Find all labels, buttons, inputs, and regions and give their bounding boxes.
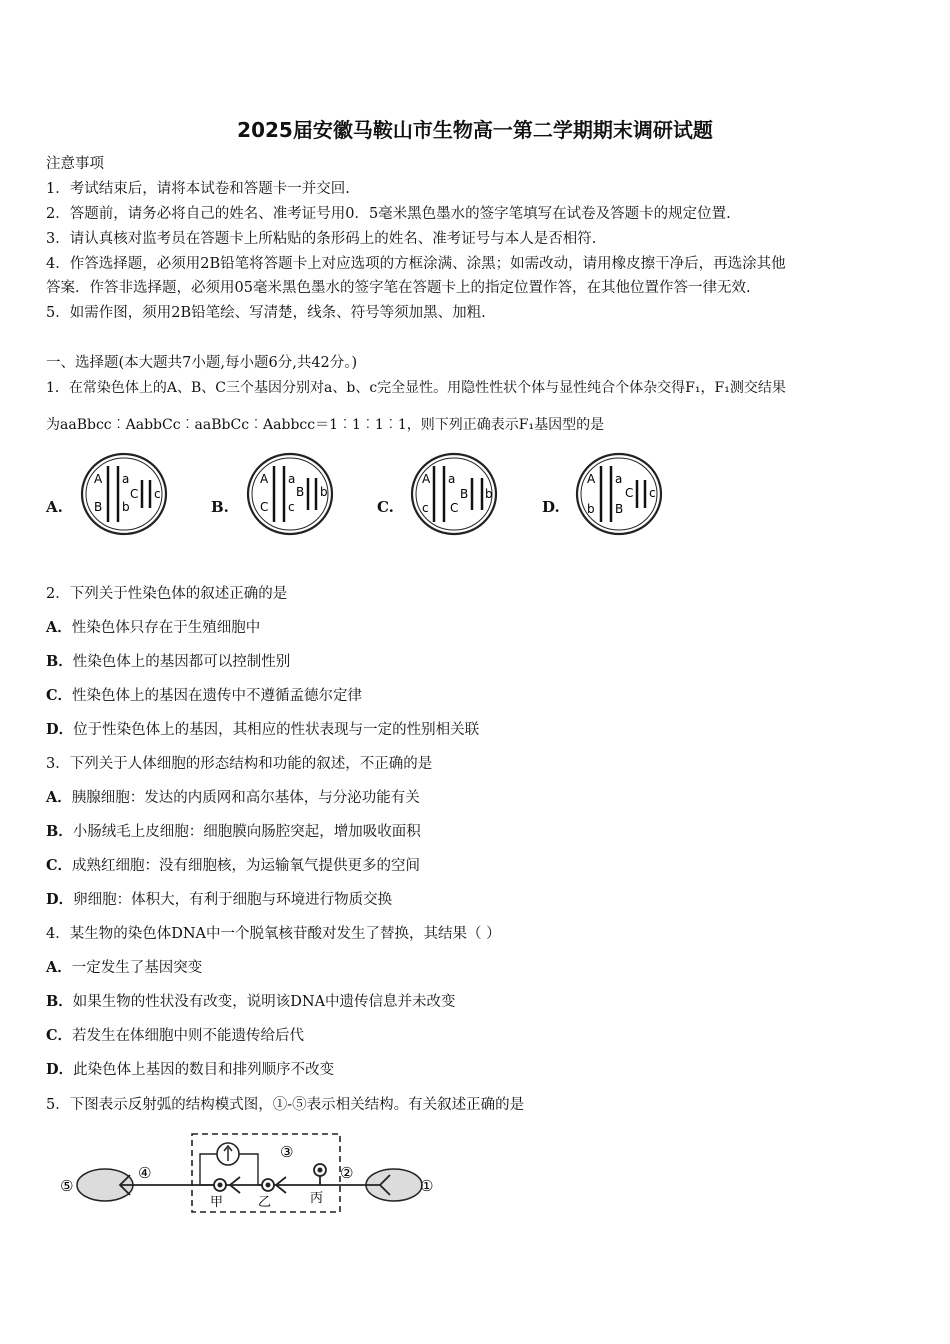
structure-label: ②	[340, 1164, 354, 1182]
gene-label: A	[587, 472, 596, 486]
option-label: B.	[211, 498, 229, 516]
gene-label: A	[260, 472, 269, 486]
reflex-arc-diagram	[50, 1128, 450, 1220]
q3-option-c[interactable]	[46, 854, 420, 875]
option-text: 成熟红细胞：没有细胞核，为运输氧气提供更多的空间	[72, 858, 421, 874]
gene-label: c	[154, 487, 161, 501]
notice-item: 1．考试结束后，请将本试卷和答题卡一并交回.	[46, 181, 350, 197]
option-label: C．	[46, 1027, 73, 1044]
gene-label: b	[320, 485, 328, 499]
option-label: B．	[46, 653, 73, 670]
option-label: A．	[46, 619, 72, 636]
cell-diagram-c	[408, 450, 500, 538]
exam-title: 2025届安徽马鞍山市生物高一第二学期期末调研试题	[237, 118, 713, 142]
gene-label: C	[450, 501, 459, 515]
q3-option-b[interactable]	[46, 820, 421, 841]
neuron-label: 甲	[210, 1195, 224, 1210]
q2-stem: 2．下列关于性染色体的叙述正确的是	[46, 586, 288, 602]
gene-label: a	[122, 472, 130, 486]
option-label: C．	[46, 687, 73, 704]
gene-label: c	[422, 501, 429, 515]
section-heading: 一、选择题(本大题共7小题,每小题6分,共42分。)	[46, 355, 358, 371]
gene-label: a	[615, 472, 623, 486]
option-label: D．	[46, 1061, 74, 1078]
option-label: A．	[46, 789, 72, 806]
option-label: A.	[46, 498, 63, 516]
gene-label: C	[625, 486, 634, 500]
option-text: 小肠绒毛上皮细胞：细胞膜向肠腔突起，增加吸收面积	[72, 824, 421, 840]
cell-diagram-d	[573, 450, 665, 538]
notice-item: 4．作答选择题，必须用2B铅笔将答题卡上对应选项的方框涂满、涂黑；如需改动，请用橡皮擦干净后，再选涂其他	[46, 256, 786, 272]
q5-stem: 5．下图表示反射弧的结构模式图，①-⑤表示相关结构。有关叙述正确的是	[46, 1097, 525, 1113]
option-text: 性染色体上的基因都可以控制性别	[72, 654, 291, 670]
structure-label: ①	[420, 1177, 434, 1195]
option-text: 卵细胞：体积大，有利于细胞与环境进行物质交换	[73, 892, 393, 908]
cell-diagram-b	[244, 450, 336, 538]
neuron-label: 乙	[258, 1195, 272, 1210]
gene-label: B	[296, 485, 305, 499]
q4-option-a[interactable]	[46, 956, 202, 977]
option-text: 性染色体只存在于生殖细胞中	[71, 620, 261, 636]
gene-label: b	[587, 502, 595, 516]
gene-label: a	[288, 472, 296, 486]
option-text: 位于性染色体上的基因，其相应的性状表现与一定的性别相关联	[73, 722, 480, 738]
option-text: 胰腺细胞：发达的内质网和高尔基体，与分泌功能有关	[71, 790, 420, 806]
q1-stem-line1: 1．在常染色体上的A、B、C三个基因分别对a、b、c完全显性。用隐性性状个体与显性纯合个体杂交得F₁，F₁测交结果	[46, 380, 786, 396]
gene-label: B	[615, 502, 624, 516]
q3-stem: 3．下列关于人体细胞的形态结构和功能的叙述，不正确的是	[46, 756, 433, 772]
q2-option-c[interactable]	[46, 684, 362, 705]
q4-option-b[interactable]	[46, 990, 456, 1011]
q4-option-c[interactable]	[46, 1024, 304, 1045]
option-label: B．	[46, 823, 73, 840]
gene-label: B	[460, 487, 469, 501]
gene-label: C	[130, 487, 139, 501]
option-text: 如果生物的性状没有改变，说明该DNA中遗传信息并未改变	[72, 994, 456, 1010]
gene-label: B	[94, 500, 103, 514]
cell-diagram-a	[78, 450, 170, 538]
gene-label: b	[122, 500, 130, 514]
structure-label: ④	[138, 1164, 152, 1182]
notice-item: 3．请认真核对监考员在答题卡上所粘贴的条形码上的姓名、准考证号与本人是否相符.	[46, 231, 597, 247]
gene-label: a	[448, 472, 456, 486]
option-label: A．	[46, 959, 72, 976]
gene-label: A	[422, 472, 431, 486]
option-text: 性染色体上的基因在遗传中不遵循孟德尔定律	[72, 688, 363, 704]
option-label: C.	[377, 498, 394, 516]
gene-label: c	[288, 500, 295, 514]
q4-stem: 4．某生物的染色体DNA中一个脱氧核苷酸对发生了替换，其结果（ ）	[46, 926, 501, 942]
structure-label: ③	[280, 1143, 294, 1161]
option-text: 此染色体上基因的数目和排列顺序不改变	[73, 1062, 335, 1078]
option-label: D．	[46, 721, 74, 738]
q2-option-a[interactable]	[46, 616, 260, 637]
gene-label: A	[94, 472, 103, 486]
option-text: 一定发生了基因突变	[71, 960, 203, 976]
q4-option-d[interactable]	[46, 1058, 334, 1079]
gene-label: b	[485, 487, 493, 501]
gene-label: c	[649, 486, 656, 500]
q3-option-d[interactable]	[46, 888, 392, 909]
option-label: D.	[542, 498, 560, 516]
q2-option-d[interactable]	[46, 718, 479, 739]
q1-stem-line2: 为aaBbcc︰AabbCc︰aaBbCc︰Aabbcc＝1︰1︰1︰1，则下列正确表示F₁基因型的是	[46, 417, 605, 433]
neuron-label: 丙	[310, 1191, 324, 1206]
option-label: D．	[46, 891, 74, 908]
notice-item: 5．如需作图，须用2B铅笔绘、写清楚，线条、符号等须加黑、加粗.	[46, 305, 486, 321]
structure-label: ⑤	[60, 1177, 74, 1195]
notice-heading: 注意事项	[46, 156, 104, 172]
q3-option-a[interactable]	[46, 786, 420, 807]
q2-option-b[interactable]	[46, 650, 290, 671]
option-text: 若发生在体细胞中则不能遗传给后代	[72, 1028, 305, 1044]
gene-label: C	[260, 500, 269, 514]
option-label: C．	[46, 857, 73, 874]
notice-item: 2．答题前，请务必将自己的姓名、准考证号用0．5毫米黑色墨水的签字笔填写在试卷及答题卡的规定位置.	[46, 206, 731, 222]
notice-item: 答案．作答非选择题，必须用05毫米黑色墨水的签字笔在答题卡上的指定位置作答，在其他位置作答一律无效.	[46, 280, 751, 296]
option-label: B．	[46, 993, 73, 1010]
